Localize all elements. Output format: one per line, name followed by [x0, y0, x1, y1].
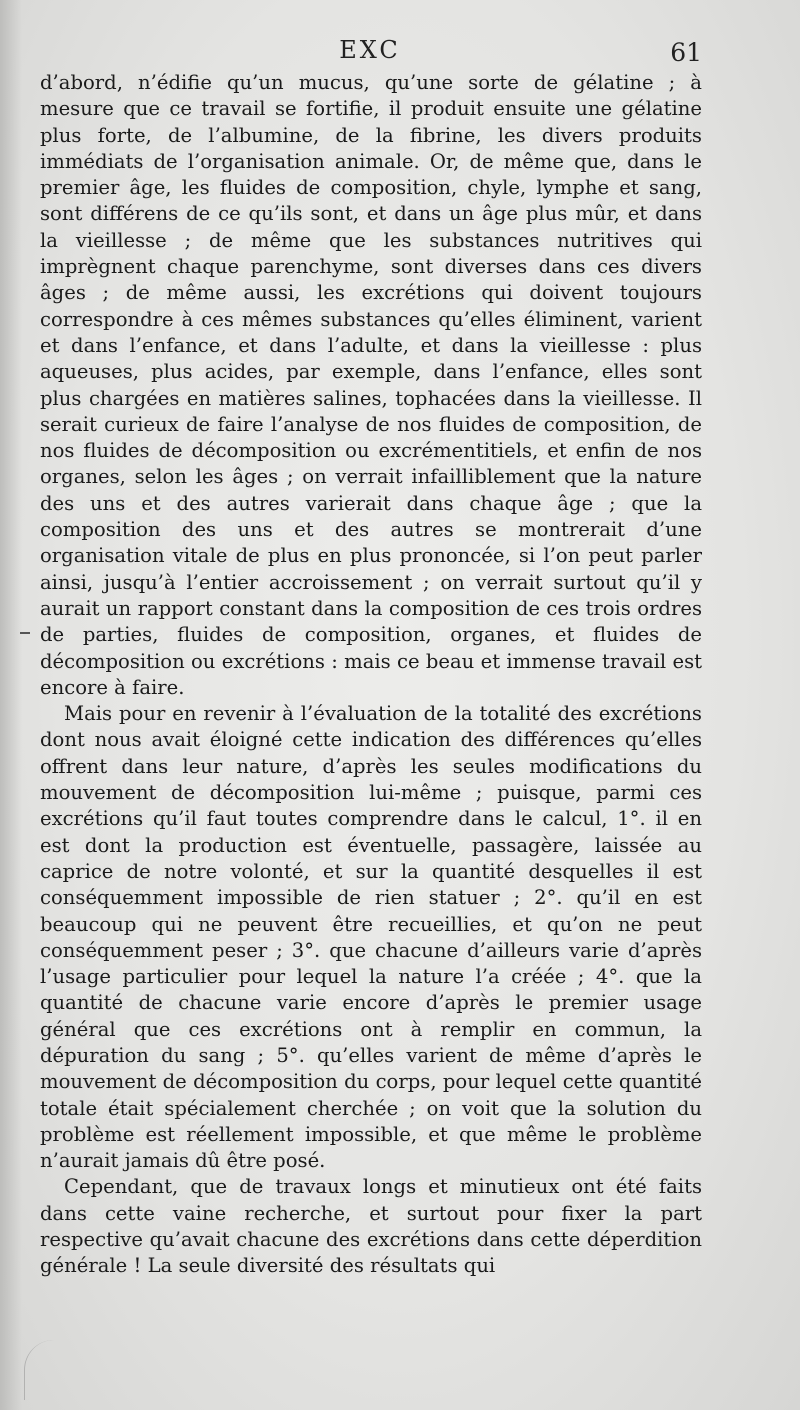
paragraph-1: d’abord, n’édifie qu’un mucus, qu’une sorte de gélatine ; à mesure que ce travail se fortifie, il produit ensuite une gélatine plus forte, de l’albumine, de la fibrine, les divers produits immédiats de l’organisation animale. Or, de même que, dans le premier âge, les fluides de composition, chyle, lymphe et sang, sont différens de ce qu’ils sont, et dans un âge plus mûr, et dans la vieillesse ; de même que les substances nutritives qui imprègnent chaque parenchyme, sont diverses dans ces divers âges ; de même aussi, les excrétions qui doivent toujours correspondre à ces mêmes substances qu’elles éliminent, varient et dans l’enfance, et dans l’adulte, et dans la vieillesse : plus aqueuses, plus acides, par exemple, dans l’enfance, elles sont plus chargées en matières salines, tophacées dans la vieillesse. Il serait curieux de faire l’analyse de nos fluides de composition, de nos fluides de décomposition ou excrémentitiels, et enfin de nos organes, selon les âges ; on verrait infailliblement que la nature des uns et des autres varierait dans chaque âge ; que la composition des uns et des autres se montrerait d’une organisation vitale de plus en plus prononcée, si l’on peut parler ainsi, jusqu’à l’entier accroissement ; on verrait surtout qu’il y aurait un rapport constant dans la composition de ces trois ordres de parties, fluides de composition, organes, et fluides de décomposition ou excrétions : mais ce beau et immense travail est encore à faire. — [40, 71, 702, 699]
page-header — [40, 36, 700, 68]
running-head: EXC — [339, 36, 401, 64]
paragraph-3: Cependant, que de travaux longs et minutieux ont été faits dans cette vaine recherche, et surtout pour fixer la part respective qu’avait chacune des excrétions dans cette déperdition générale ! La seule diversité des résultats qui — [40, 1175, 702, 1278]
margin-mark — [20, 632, 30, 634]
page-edge-shadow — [0, 0, 22, 1410]
body-text — [40, 70, 702, 1280]
page-number: 61 — [670, 38, 702, 67]
paragraph-2: Mais pour en revenir à l’évaluation de la totalité des excrétions dont nous avait éloigné cette indication des différences qu’elles offrent dans leur nature, d’après les seules modifications du mouvement de décomposition lui-même ; puisque, parmi ces excrétions qu’il faut toutes comprendre dans le calcul, 1°. il en est dont la production est éventuelle, passagère, laissée au caprice de notre volonté, et sur la quantité desquelles il est conséquemment impossible de rien statuer ; 2°. qu’il en est beaucoup qui ne peuvent être recueillies, et qu’on ne peut conséquemment peser ; 3°. que chacune d’ailleurs varie d’après l’usage particulier pour lequel la nature l’a créée ; 4°. que la quantité de chacune varie encore d’après le premier usage général que ces excrétions ont à remplir en commun, la dépuration du sang ; 5°. qu’elles varient de même d’après le mouvement de décomposition du corps, pour lequel cette quantité totale était spécialement cherchée ; on voit que la solution du problème est réellement impossible, et que même le problème n’aurait jamais dû être posé. — [40, 702, 702, 1173]
page-curl-mark — [24, 1340, 55, 1400]
